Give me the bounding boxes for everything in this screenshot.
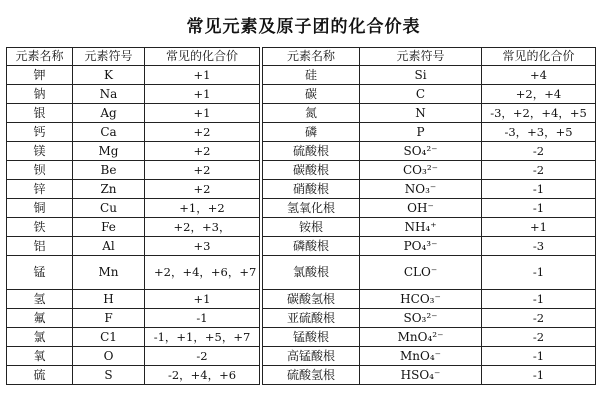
element-name-cell: 钾 — [7, 66, 73, 85]
element-name-cell: 碳酸根 — [263, 161, 360, 180]
element-symbol-cell: Cu — [73, 199, 145, 218]
element-name-cell: 高锰酸根 — [263, 347, 360, 366]
formula-cell: PO₄³⁻ — [360, 237, 482, 256]
element-name-cell: 氯酸根 — [263, 256, 360, 290]
formula-cell: MnO₄⁻ — [360, 347, 482, 366]
valence-cell: -1 — [482, 180, 596, 199]
element-name-cell: 铜 — [7, 199, 73, 218]
valence-cell: -1 — [145, 309, 260, 328]
element-name-cell: 镁 — [7, 142, 73, 161]
table-row — [263, 309, 596, 328]
formula-cell: P — [360, 123, 482, 142]
element-name-cell: 银 — [7, 104, 73, 123]
element-symbol-cell: Ca — [73, 123, 145, 142]
table-row — [7, 104, 260, 123]
table-row — [263, 256, 596, 290]
table-row — [7, 347, 260, 366]
valence-cell: -2 — [482, 142, 596, 161]
element-symbol-cell: F — [73, 309, 145, 328]
element-name-cell: 铝 — [7, 237, 73, 256]
element-name-cell: 钡 — [7, 161, 73, 180]
header-row — [7, 48, 260, 66]
element-name-cell: 碳 — [263, 85, 360, 104]
table-row — [263, 142, 596, 161]
formula-cell: NO₃⁻ — [360, 180, 482, 199]
valence-cell: +1 — [482, 218, 596, 237]
table-row — [263, 104, 596, 123]
element-symbol-cell: Na — [73, 85, 145, 104]
header-row — [263, 48, 596, 66]
formula-cell: MnO₄²⁻ — [360, 328, 482, 347]
table-row — [263, 366, 596, 385]
header-valence: 常见的化合价 — [482, 48, 596, 66]
valence-cell: -2 — [482, 309, 596, 328]
table-row — [263, 347, 596, 366]
element-name-cell: 氧 — [7, 347, 73, 366]
valence-cell — [145, 256, 260, 290]
element-name-cell: 锰酸根 — [263, 328, 360, 347]
table-row — [263, 161, 596, 180]
valence-cell: -2 — [482, 161, 596, 180]
element-symbol-cell: C1 — [73, 328, 145, 347]
element-valence-table — [6, 47, 260, 385]
element-name-cell: 硝酸根 — [263, 180, 360, 199]
formula-cell: CO₃²⁻ — [360, 161, 482, 180]
table-row — [7, 366, 260, 385]
table-row — [7, 256, 260, 290]
element-symbol-cell: Fe — [73, 218, 145, 237]
element-name-cell: 氟 — [7, 309, 73, 328]
valence-cell: -3，+3，+5 — [482, 123, 596, 142]
valence-cell: -1 — [482, 366, 596, 385]
valence-text: +2，+4，+6，+7 — [154, 265, 257, 279]
valence-cell: -2，+4，+6 — [145, 366, 260, 385]
formula-cell: SO₃²⁻ — [360, 309, 482, 328]
table-row — [263, 85, 596, 104]
valence-cell: -3 — [482, 237, 596, 256]
element-name-cell: 锰 — [7, 256, 73, 290]
table-row — [263, 328, 596, 347]
formula-cell: HSO₄⁻ — [360, 366, 482, 385]
valence-cell: -3，+2，+4，+5 — [482, 104, 596, 123]
element-name-cell: 碳酸氢根 — [263, 290, 360, 309]
valence-cell: +1，+2 — [145, 199, 260, 218]
element-symbol-cell: Zn — [73, 180, 145, 199]
table-row — [7, 66, 260, 85]
table-row — [7, 328, 260, 347]
element-symbol-cell: Ag — [73, 104, 145, 123]
table-row — [263, 199, 596, 218]
table-row — [7, 199, 260, 218]
valence-cell: +1 — [145, 66, 260, 85]
element-name-cell: 氢氧化根 — [263, 199, 360, 218]
element-symbol-cell: K — [73, 66, 145, 85]
element-name-cell: 硫 — [7, 366, 73, 385]
table-row — [7, 142, 260, 161]
valence-cell: +1 — [145, 85, 260, 104]
element-name-cell: 磷酸根 — [263, 237, 360, 256]
formula-cell: Si — [360, 66, 482, 85]
element-name-cell: 氢 — [7, 290, 73, 309]
valence-cell: +2，+3， — [145, 218, 260, 237]
element-name-cell: 硫酸根 — [263, 142, 360, 161]
element-name-cell: 钙 — [7, 123, 73, 142]
element-name-cell: 氯 — [7, 328, 73, 347]
formula-cell: NH₄⁺ — [360, 218, 482, 237]
valence-cell: -2 — [145, 347, 260, 366]
header-element-symbol: 元素符号 — [73, 48, 145, 66]
table-row — [7, 161, 260, 180]
table-row — [7, 123, 260, 142]
header-element-symbol: 元素符号 — [360, 48, 482, 66]
valence-cell: -1 — [482, 290, 596, 309]
element-name-cell: 铵根 — [263, 218, 360, 237]
element-name-cell: 钠 — [7, 85, 73, 104]
valence-cell: +1 — [145, 290, 260, 309]
element-name-cell: 磷 — [263, 123, 360, 142]
valence-cell: +2 — [145, 142, 260, 161]
valence-cell: -1 — [482, 256, 596, 290]
table-row — [7, 218, 260, 237]
header-element-name: 元素名称 — [7, 48, 73, 66]
valence-cell: +2 — [145, 123, 260, 142]
formula-cell: N — [360, 104, 482, 123]
valence-cell: +1 — [145, 104, 260, 123]
table-row — [263, 290, 596, 309]
valence-cell: +2 — [145, 180, 260, 199]
valence-cell: -1 — [482, 199, 596, 218]
formula-cell: CLO⁻ — [360, 256, 482, 290]
element-symbol-cell: S — [73, 366, 145, 385]
table-row — [263, 237, 596, 256]
element-name-cell: 锌 — [7, 180, 73, 199]
element-name-cell: 氮 — [263, 104, 360, 123]
element-symbol-cell: Mg — [73, 142, 145, 161]
table-row — [263, 218, 596, 237]
formula-cell: HCO₃⁻ — [360, 290, 482, 309]
table-row — [7, 237, 260, 256]
formula-cell: C — [360, 85, 482, 104]
element-symbol-cell: O — [73, 347, 145, 366]
table-row — [7, 180, 260, 199]
element-symbol-cell: Al — [73, 237, 145, 256]
table-row — [7, 85, 260, 104]
valence-cell: +4 — [482, 66, 596, 85]
valence-cell: +3 — [145, 237, 260, 256]
element-name-cell: 亚硫酸根 — [263, 309, 360, 328]
element-name-cell: 硅 — [263, 66, 360, 85]
valence-cell: -1 — [482, 347, 596, 366]
page-title: 常见元素及原子团的化合价表 — [186, 17, 421, 37]
element-symbol-cell: H — [73, 290, 145, 309]
header-valence: 常见的化合价 — [145, 48, 260, 66]
valence-cell: -1，+1，+5，+7 — [145, 328, 260, 347]
table-row — [263, 123, 596, 142]
valence-cell: -2 — [482, 328, 596, 347]
table-row — [7, 309, 260, 328]
element-name-cell: 铁 — [7, 218, 73, 237]
formula-cell: SO₄²⁻ — [360, 142, 482, 161]
radical-valence-table — [262, 47, 596, 385]
element-symbol-cell: Mn — [73, 256, 145, 290]
valence-cell: +2 — [145, 161, 260, 180]
header-element-name: 元素名称 — [263, 48, 360, 66]
element-symbol-cell: Be — [73, 161, 145, 180]
element-name-cell: 硫酸氢根 — [263, 366, 360, 385]
table-row — [263, 66, 596, 85]
valence-cell: +2，+4 — [482, 85, 596, 104]
table-row — [7, 290, 260, 309]
formula-cell: OH⁻ — [360, 199, 482, 218]
table-row — [263, 180, 596, 199]
